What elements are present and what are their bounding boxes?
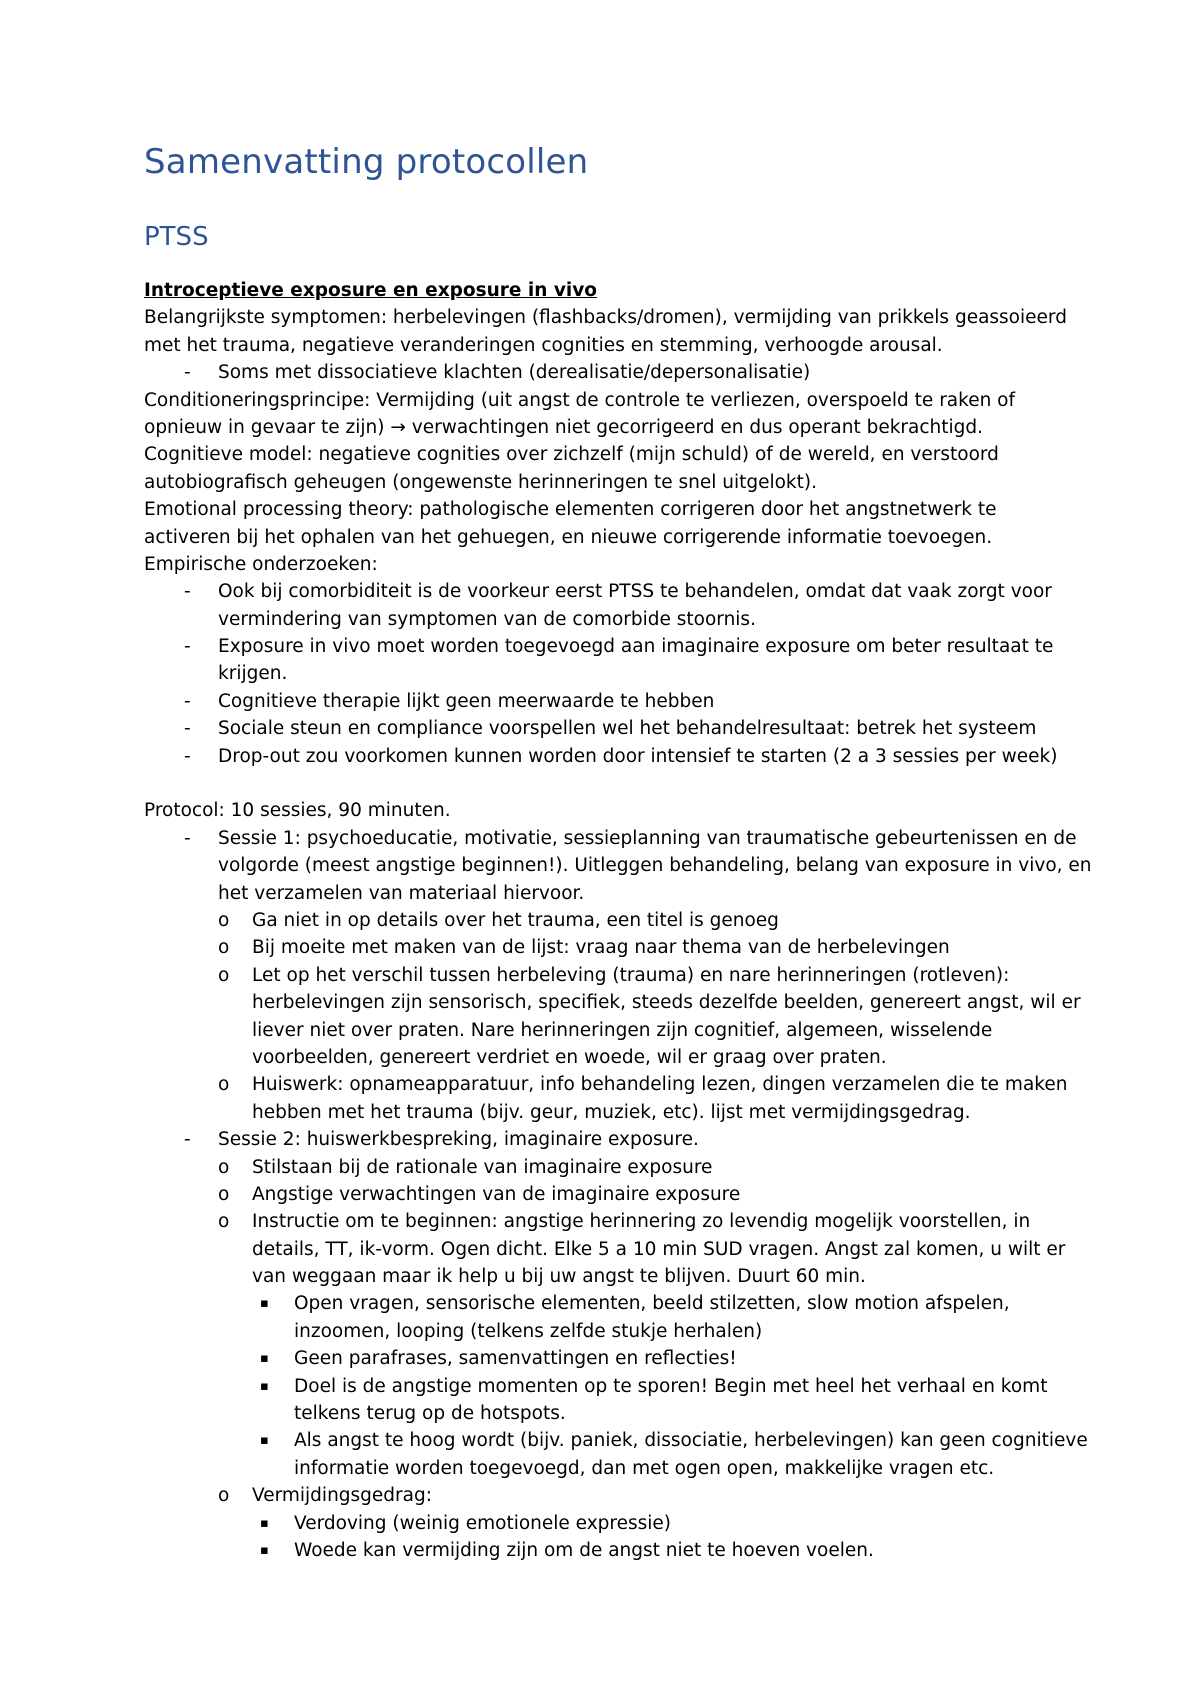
sub-list-item-continuation: voorbeelden, genereert verdriet en woede, wil er graag over praten. xyxy=(252,1046,887,1068)
paragraph-line: Empirische onderzoeken: xyxy=(144,553,378,575)
list-item: - Cognitieve therapie lijkt geen meerwaarde te hebben xyxy=(144,688,1074,715)
paragraph-line: activeren bij het ophalen van het gehuegen, en nieuwe corrigerende informatie toevoegen. xyxy=(144,526,993,548)
sub-list-item-continuation: details, TT, ik-vorm. Ogen dicht. Elke 5 a 10 min SUD vragen. Angst zal komen, u wilt er xyxy=(252,1238,1066,1260)
sub-list-item-continuation: herbelevingen zijn sensorisch, specifiek, steeds dezelfde beelden, genereert angst, wil er xyxy=(252,992,1081,1014)
sub-sub-list-item: ▪ Als angst te hoog wordt (bijv. paniek, dissociatie, herbelevingen) kan geen cognitieve xyxy=(144,1427,1074,1454)
dash-bullet: - xyxy=(184,636,191,658)
square-bullet: ▪ xyxy=(260,1351,269,1367)
sub-list-item: o Stilstaan bij de rationale van imaginaire exposure xyxy=(144,1154,1074,1181)
circle-bullet: o xyxy=(218,1074,230,1096)
list-item: - Soms met dissociatieve klachten (derealisatie/depersonalisatie) xyxy=(144,359,1074,386)
paragraph-line: met het trauma, negatieve veranderingen cognities en stemming, verhoogde arousal. xyxy=(144,334,943,356)
sub-list-item: o Instructie om te beginnen: angstige herinnering zo levendig mogelijk voorstellen, in xyxy=(144,1208,1074,1235)
paragraph-line: Cognitieve model: negatieve cognities over zichzelf (mijn schuld) of de wereld, en verstoord xyxy=(144,444,999,466)
dash-bullet: - xyxy=(184,362,191,384)
paragraph-line: Conditioneringsprincipe: Vermijding (uit angst de controle te verliezen, overspoeld te raken of xyxy=(144,389,1016,411)
square-bullet: ▪ xyxy=(260,1433,269,1449)
square-bullet: ▪ xyxy=(260,1378,269,1394)
sub-list-item-continuation: van weggaan maar ik help u bij uw angst te blijven. Duurt 60 min. xyxy=(252,1266,866,1288)
paragraph-line: Emotional processing theory: pathologische elementen corrigeren door het angstnetwerk te xyxy=(144,499,997,521)
dash-bullet: - xyxy=(184,690,191,712)
list-item-continuation: vermindering van symptomen van de comorbide stoornis. xyxy=(218,608,756,630)
section-heading-ptss: PTSS xyxy=(144,222,209,252)
list-item: - Sociale steun en compliance voorspellen wel het behandelresultaat: betrek het systeem xyxy=(144,715,1074,742)
dash-bullet: - xyxy=(184,581,191,603)
document-title: Samenvatting protocollen xyxy=(144,142,589,182)
dash-bullet: - xyxy=(184,827,191,849)
circle-bullet: o xyxy=(218,1156,230,1178)
list-item-continuation: het verzamelen van materiaal hiervoor. xyxy=(218,882,585,904)
sub-list-item: o Let op het verschil tussen herbeleving (trauma) en nare herinneringen (rotleven): xyxy=(144,962,1074,989)
sub-list-item: o Ga niet in op details over het trauma, een titel is genoeg xyxy=(144,907,1074,934)
sub-sub-list-item: ▪ Doel is de angstige momenten op te sporen! Begin met heel het verhaal en komt xyxy=(144,1373,1074,1400)
sub-list-item: o Bij moeite met maken van de lijst: vraag naar thema van de herbelevingen xyxy=(144,934,1074,961)
circle-bullet: o xyxy=(218,964,230,986)
sub-sub-list-item: ▪ Geen parafrases, samenvattingen en reflecties! xyxy=(144,1345,1074,1372)
circle-bullet: o xyxy=(218,1485,230,1507)
list-item: - Sessie 2: huiswerkbespreking, imaginaire exposure. xyxy=(144,1126,1074,1153)
document-body xyxy=(144,277,1092,1564)
list-item: - Drop-out zou voorkomen kunnen worden door intensief te starten (2 a 3 sessies per week) xyxy=(144,743,1074,770)
list-item: - Ook bij comorbiditeit is de voorkeur eerst PTSS te behandelen, omdat dat vaak zorgt voor xyxy=(144,578,1074,605)
sub-sub-list-item: ▪ Verdoving (weinig emotionele expressie) xyxy=(144,1510,1074,1537)
circle-bullet: o xyxy=(218,909,230,931)
sub-list-item-continuation: liever niet over praten. Nare herinneringen zijn cognitief, algemeen, wisselende xyxy=(252,1019,993,1041)
blank-line xyxy=(144,770,1074,797)
sub-list-item-continuation: hebben met het trauma (bijv. geur, muziek, etc). lijst met vermijdingsgedrag. xyxy=(252,1101,971,1123)
circle-bullet: o xyxy=(218,1211,230,1233)
sub-sub-list-item: ▪ Open vragen, sensorische elementen, beeld stilzetten, slow motion afspelen, xyxy=(144,1290,1074,1317)
subheading: Introceptieve exposure en exposure in vivo xyxy=(144,280,597,301)
sub-sub-list-item-continuation: informatie worden toegevoegd, dan met ogen open, makkelijke vragen etc. xyxy=(294,1457,995,1479)
list-item-continuation: volgorde (meest angstige beginnen!). Uitleggen behandeling, belang van exposure in vivo, en xyxy=(218,855,1092,877)
dash-bullet: - xyxy=(184,745,191,767)
circle-bullet: o xyxy=(218,937,230,959)
sub-list-item: o Angstige verwachtingen van de imaginaire exposure xyxy=(144,1181,1074,1208)
circle-bullet: o xyxy=(218,1183,230,1205)
square-bullet: ▪ xyxy=(260,1542,269,1558)
square-bullet: ▪ xyxy=(260,1296,269,1312)
paragraph-line: autobiografisch geheugen (ongewenste herinneringen te snel uitgelokt). xyxy=(144,471,817,493)
dash-bullet: - xyxy=(184,718,191,740)
list-item: - Exposure in vivo moet worden toegevoegd aan imaginaire exposure om beter resultaat te xyxy=(144,633,1074,660)
paragraph-line: Protocol: 10 sessies, 90 minuten. xyxy=(144,800,451,822)
sub-sub-list-item-continuation: telkens terug op de hotspots. xyxy=(294,1403,566,1425)
sub-list-item: o Vermijdingsgedrag: xyxy=(144,1482,1074,1509)
list-item-continuation: krijgen. xyxy=(218,663,288,685)
list-item: - Sessie 1: psychoeducatie, motivatie, sessieplanning van traumatische gebeurtenissen en de xyxy=(144,825,1074,852)
arrow-icon: → xyxy=(390,416,406,438)
sub-sub-list-item: ▪ Woede kan vermijding zijn om de angst niet te hoeven voelen. xyxy=(144,1537,1074,1564)
paragraph-line: Belangrijkste symptomen: herbelevingen (flashbacks/dromen), vermijding van prikkels geassoieerd xyxy=(144,307,1067,329)
sub-list-item: o Huiswerk: opnameapparatuur, info behandeling lezen, dingen verzamelen die te maken xyxy=(144,1071,1074,1098)
dash-bullet: - xyxy=(184,1129,191,1151)
square-bullet: ▪ xyxy=(260,1515,269,1531)
paragraph-line: opnieuw in gevaar te zijn) → verwachtingen niet gecorrigeerd en dus operant bekrachtigd. xyxy=(144,414,1074,441)
sub-sub-list-item-continuation: inzoomen, looping (telkens zelfde stukje herhalen) xyxy=(294,1320,763,1342)
